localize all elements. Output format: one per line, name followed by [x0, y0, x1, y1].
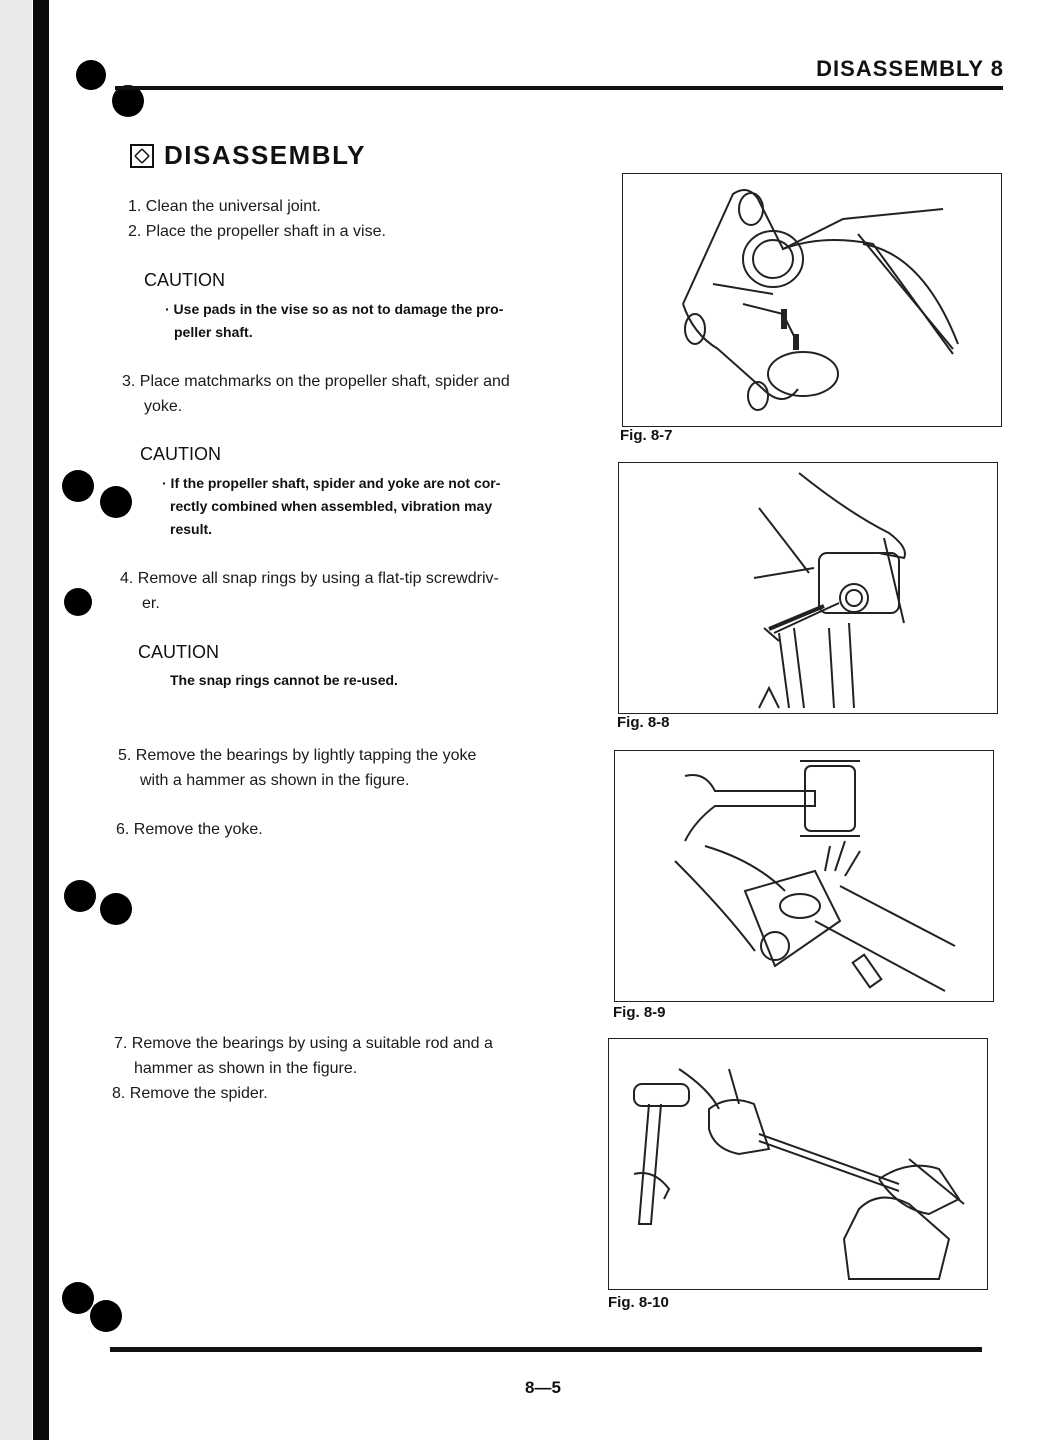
punch-hole	[100, 486, 132, 518]
caution-text: peller shaft.	[174, 324, 253, 340]
rod-hammer-illustration	[609, 1039, 987, 1289]
caution-heading: CAUTION	[140, 444, 221, 464]
caution-text: result.	[170, 521, 213, 537]
figure-caption: Fig. 8-7	[620, 427, 673, 444]
step-6: 6. Remove the yoke.	[116, 821, 263, 838]
snap-ring-removal-illustration	[619, 463, 997, 713]
step-7-cont: hammer as shown in the figure.	[134, 1060, 358, 1077]
punch-hole	[64, 880, 96, 912]
step-5: 5. Remove the bearings by lightly tapping the yoke	[118, 747, 477, 764]
section-title-text: DISASSEMBLY	[164, 140, 366, 170]
punch-hole	[62, 1282, 94, 1314]
caution-heading: CAUTION	[138, 642, 219, 662]
step-3-cont: yoke.	[144, 398, 183, 415]
step-2: 2. Place the propeller shaft in a vise.	[128, 223, 386, 240]
binding-bar	[33, 0, 49, 1440]
figure-8-10	[608, 1038, 988, 1290]
caution-heading: CAUTION	[144, 270, 225, 290]
step-4: 4. Remove all snap rings by using a flat-tip screwdriv-	[120, 570, 499, 587]
figure-caption: Fig. 8-10	[608, 1294, 669, 1311]
caution-text: · Use pads in the vise so as not to damage the pro-	[165, 301, 504, 317]
running-header: DISASSEMBLY 8	[816, 56, 1004, 81]
header-rule	[115, 86, 1003, 90]
universal-joint-illustration	[623, 174, 1001, 426]
page-number: 8—5	[525, 1378, 561, 1397]
punch-hole	[90, 1300, 122, 1332]
caution-text: rectly combined when assembled, vibration may	[170, 498, 493, 514]
step-1: 1. Clean the universal joint.	[128, 198, 321, 215]
punch-hole	[76, 60, 106, 90]
checkbox-icon	[130, 144, 154, 168]
footer-rule	[110, 1347, 982, 1352]
figure-8-9	[614, 750, 994, 1002]
figure-8-7	[622, 173, 1002, 427]
caution-text: · If the propeller shaft, spider and yoke are not cor-	[162, 475, 501, 491]
figure-caption: Fig. 8-8	[617, 714, 670, 731]
binding-strip	[0, 0, 32, 1440]
figure-8-8	[618, 462, 998, 714]
step-7: 7. Remove the bearings by using a suitable rod and a	[114, 1035, 493, 1052]
punch-hole	[100, 893, 132, 925]
punch-hole	[62, 470, 94, 502]
step-4-cont: er.	[142, 595, 160, 612]
step-3: 3. Place matchmarks on the propeller shaft, spider and	[122, 373, 510, 390]
step-5-cont: with a hammer as shown in the figure.	[140, 772, 410, 789]
caution-text: The snap rings cannot be re-used.	[170, 672, 398, 688]
figure-caption: Fig. 8-9	[613, 1004, 666, 1021]
step-8: 8. Remove the spider.	[112, 1085, 268, 1102]
hammer-tapping-illustration	[615, 751, 993, 1001]
section-title	[130, 140, 366, 171]
punch-hole	[64, 588, 92, 616]
